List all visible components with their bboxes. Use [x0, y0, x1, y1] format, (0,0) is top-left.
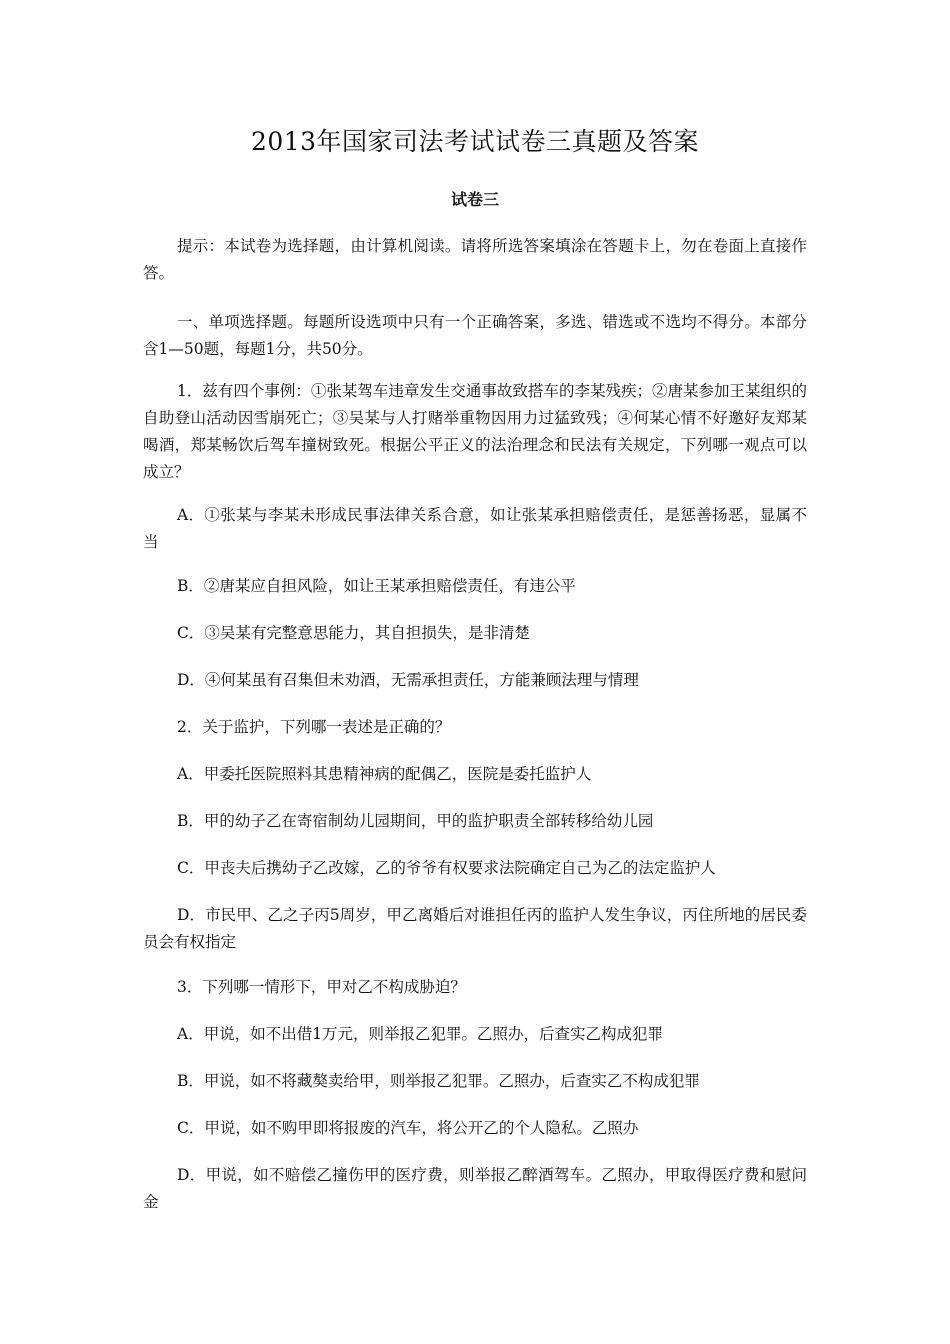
question-3-stem: 3．下列哪一情形下，甲对乙不构成胁迫？ — [177, 978, 466, 996]
question-2-option-b: B．甲的幼子乙在寄宿制幼儿园期间，甲的监护职责全部转移给幼儿园 — [177, 812, 654, 830]
question-3-option-d: D．甲说，如不赔偿乙撞伤甲的医疗费，则举报乙醉酒驾车。乙照办，甲取得医疗费和慰问金 — [143, 1166, 807, 1211]
document-subtitle: 试卷三 — [450, 190, 499, 209]
question-2-option-c: C．甲丧夫后携幼子乙改嫁，乙的爷爷有权要求法院确定自己为乙的法定监护人 — [177, 859, 716, 877]
question-3-option-a: A．甲说，如不出借1万元，则举报乙犯罪。乙照办，后查实乙构成犯罪 — [177, 1025, 664, 1043]
question-1-option-c: C．③吴某有完整意思能力，其自担损失，是非清楚 — [177, 624, 530, 642]
question-3-option-c: C．甲说，如不购甲即将报废的汽车，将公开乙的个人隐私。乙照办 — [177, 1119, 639, 1137]
question-1-option-a: A．①张某与李某未形成民事法律关系合意，如让张某承担赔偿责任，是惩善扬恶，显属不当 — [143, 506, 807, 551]
question-3-option-b: B．甲说，如不将藏獒卖给甲，则举报乙犯罪。乙照办，后查实乙不构成犯罪 — [177, 1072, 700, 1090]
question-2-option-a: A．甲委托医院照料其患精神病的配偶乙，医院是委托监护人 — [177, 765, 592, 783]
question-1-stem: 1．兹有四个事例：①张某驾车违章发生交通事故致搭车的李某残疾；②唐某参加王某组织的自助登山活动因雪崩死亡；③吴某与人打赌举重物因用力过猛致残；④何某心情不好邀好友郑某喝酒，郑某畅饮后驾车撞树致死。根据公平正义的法治理念和民法有关规定，下列哪一观点可以成立？ — [143, 382, 807, 481]
question-2-stem: 2．关于监护，下列哪一表述是正确的？ — [177, 718, 451, 736]
document-title: 2013年国家司法考试试卷三真题及答案 — [250, 127, 700, 156]
section-heading-paragraph: 一、单项选择题。每题所设选项中只有一个正确答案，多选、错选或不选均不得分。本部分含1—50题，每题1分，共50分。 — [143, 313, 807, 358]
instruction-paragraph: 提示：本试卷为选择题，由计算机阅读。请将所选答案填涂在答题卡上，勿在卷面上直接作答。 — [143, 237, 807, 282]
question-2-option-d: D．市民甲、乙之子丙5周岁，甲乙离婚后对谁担任丙的监护人发生争议，丙住所地的居民委员会有权指定 — [143, 906, 807, 951]
question-1-option-b: B．②唐某应自担风险，如让王某承担赔偿责任，有违公平 — [177, 577, 576, 595]
question-1-option-d: D．④何某虽有召集但未劝酒，无需承担责任，方能兼顾法理与情理 — [177, 671, 639, 689]
